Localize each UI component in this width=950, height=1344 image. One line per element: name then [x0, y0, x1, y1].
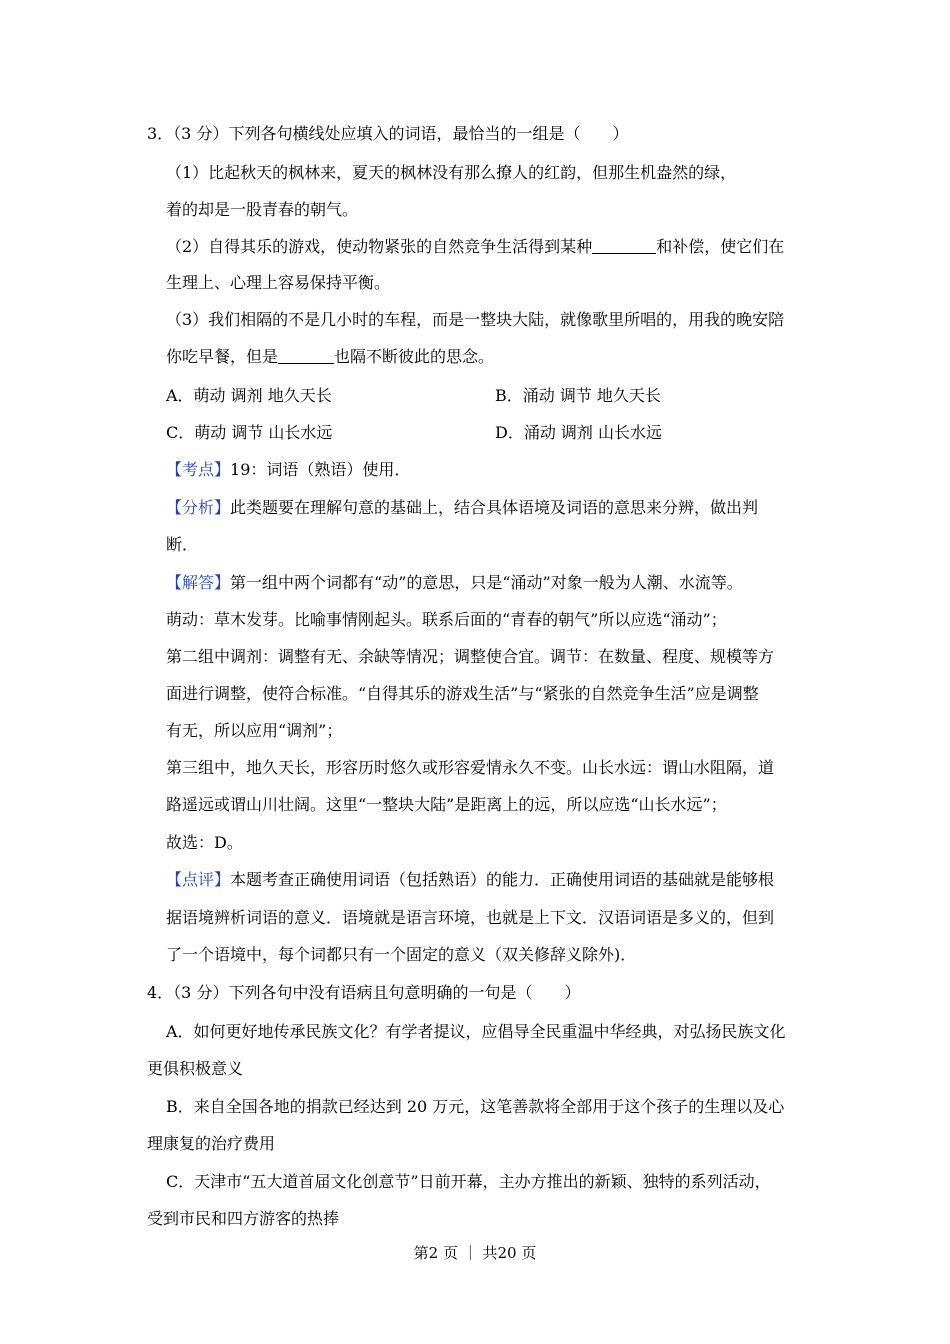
kaodian-text: 19：词语（熟语）使用．: [230, 460, 411, 479]
answer-blank: [592, 237, 656, 254]
option-b: B．涌动 调节 地久天长: [495, 386, 661, 405]
fenxi-text: 此类题要在理解句意的基础上，结合具体语境及词语的意思来分辨，做出判: [230, 498, 759, 517]
q4-stem: 4．（3 分）下列各句中没有语病且句意明确的一句是（ ）: [147, 983, 581, 1002]
dianping-section: [166, 870, 774, 890]
jieda-line-5: 有无，所以应用“调剂”；: [166, 721, 343, 740]
dianping-line-3: 了一个语境中，每个词都只有一个固定的意义（双关修辞义除外)．: [166, 945, 637, 964]
option-a: A．萌动 调剂 地久天长: [166, 386, 332, 405]
option-c: C．萌动 调节 山长水远: [166, 423, 333, 442]
jieda-line-8: 故选：D。: [166, 833, 243, 852]
fenxi-text-cont: 断．: [166, 535, 199, 554]
q4-option-a: A．如何更好地传承民族文化？有学者提议，应倡导全民重温中华经典，对弘扬民族文化: [166, 1022, 786, 1041]
q4-option-c-cont: 受到市民和四方游客的热捧: [147, 1209, 340, 1228]
q3-sentence-3-post: 也隔不断彼此的思念。: [334, 347, 495, 366]
jieda-line-7: 路遥远或谓山川壮阔。这里“一整块大陆”是距离上的远，所以应选“山长水远”；: [166, 795, 727, 814]
fenxi-tag: 【分析】: [166, 498, 231, 517]
dianping-line-2: 据语境辨析词语的意义．语境就是语言环境，也就是上下文．汉语词语是多义的，但到: [166, 908, 775, 927]
q4-option-b-cont: 理康复的治疗费用: [147, 1134, 276, 1153]
dianping-tag: 【点评】: [166, 870, 231, 889]
jieda-line-3: 第二组中调剂：调整有无、余缺等情况；调整使合宜。调节：在数量、程度、规模等方: [166, 647, 775, 666]
jieda-line-6: 第三组中，地久天长，形容历时悠久或形容爱情永久不变。山长水远：谓山水阻隔，道: [166, 758, 775, 777]
q3-sentence-1: （1）比起秋天的枫林来，夏天的枫林没有那么撩人的红韵，但那生机盎然的绿，: [166, 163, 737, 182]
q3-sentence-3-pre: 你吃早餐，但是: [166, 347, 279, 366]
page-footer: 第2 页 ｜ 共20 页: [413, 1244, 537, 1262]
jieda-line-2: 萌动：草木发芽。比喻事情刚起头。联系后面的“青春的朝气”所以应选“涌动”；: [166, 610, 727, 629]
q3-sentence-2: [166, 237, 784, 257]
kaodian-section: [166, 460, 410, 480]
option-d: D．涌动 调剂 山长水远: [495, 423, 663, 442]
answer-blank: [278, 347, 334, 364]
jieda-text: 第一组中两个词都有“动”的意思，只是“涌动”对象一般为人潮、水流等。: [230, 573, 743, 592]
kaodian-tag: 【考点】: [166, 460, 231, 479]
jieda-tag: 【解答】: [166, 573, 231, 592]
q3-sentence-2-post: 和补偿，使它们在: [656, 237, 785, 256]
q4-option-a-cont: 更俱积极意义: [147, 1059, 244, 1078]
q3-sentence-2-cont: 生理上、心理上容易保持平衡。: [166, 273, 391, 292]
jieda-section: [166, 573, 743, 593]
q3-sentence-2-pre: （2）自得其乐的游戏，使动物紧张的自然竞争生活得到某种: [166, 237, 593, 256]
q4-option-c: C．天津市“五大道首届文化创意节”日前开幕，主办方推出的新颖、独特的系列活动，: [166, 1172, 771, 1191]
jieda-line-4: 面进行调整，使符合标准。“自得其乐的游戏生活”与“紧张的自然竞争生活”应是调整: [166, 684, 759, 703]
q3-sentence-3: （3）我们相隔的不是几小时的车程，而是一整块大陆，就像歌里所唱的，用我的晚安陪: [166, 310, 785, 329]
fenxi-section: [166, 498, 758, 518]
dianping-text: 本题考查正确使用词语（包括熟语）的能力．正确使用词语的基础就是能够根: [230, 870, 775, 889]
q3-sentence-1-cont: 着的却是一股青春的朝气。: [166, 200, 359, 219]
q4-option-b: B．来自全国各地的捐款已经达到 20 万元，这笔善款将全部用于这个孩子的生理以及心: [166, 1097, 785, 1116]
q3-stem: 3．（3 分）下列各句横线处应填入的词语，最恰当的一组是（ ）: [147, 124, 629, 143]
q3-sentence-3-cont: [166, 347, 494, 367]
